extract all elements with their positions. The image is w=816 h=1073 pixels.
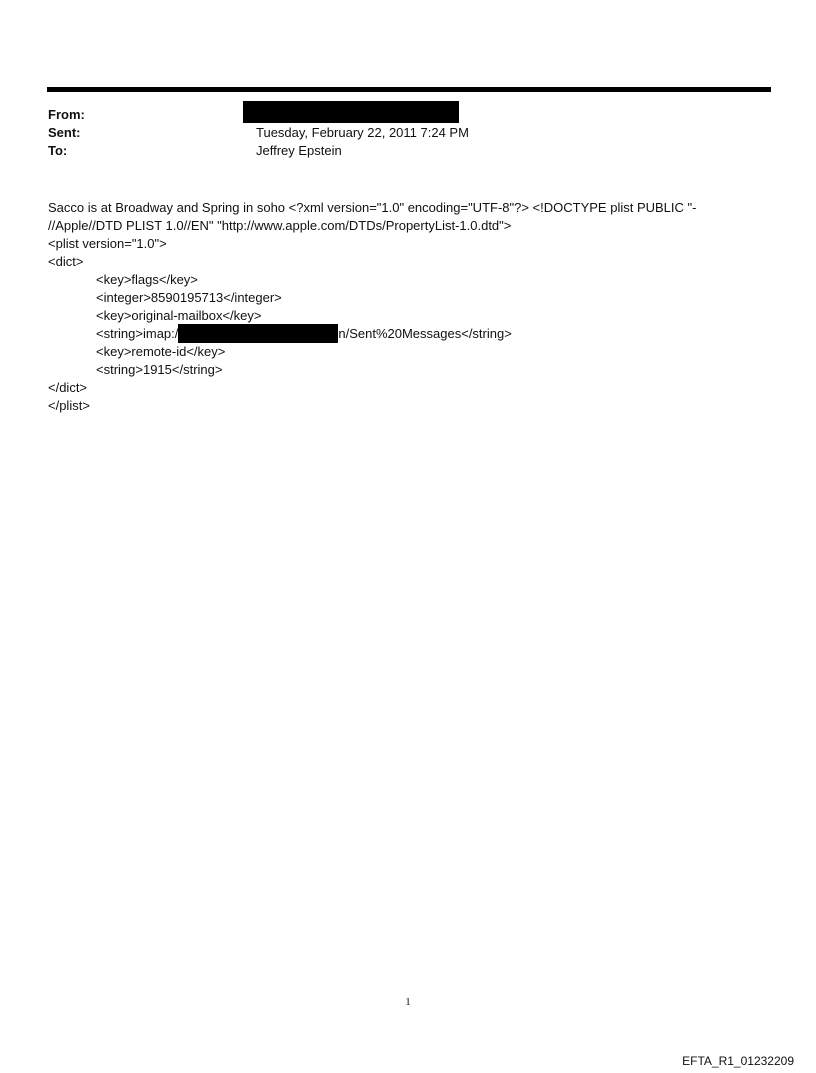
body-line: Sacco is at Broadway and Spring in soho <?xml version="1.0" encoding="UTF-8"?> <!DOCTYPE plist PUBLIC "-	[48, 200, 697, 215]
body-line: <key>remote-id</key>	[96, 344, 226, 359]
body-line: <string>1915</string>	[96, 362, 223, 377]
body-line: </dict>	[48, 380, 88, 395]
body-line: <key>original-mailbox</key>	[96, 308, 262, 323]
imap-suffix: n/Sent%20Messages</string>	[338, 326, 512, 341]
page-number: 1	[405, 996, 411, 1008]
body-line: </plist>	[48, 398, 90, 413]
imap-redaction	[178, 324, 338, 343]
body-line-redacted	[48, 325, 768, 343]
sent-row	[48, 124, 748, 142]
from-redaction	[243, 101, 459, 123]
body-line: <dict>	[48, 254, 84, 269]
bates-number: EFTA_R1_01232209	[682, 1054, 794, 1068]
header-rule	[47, 87, 771, 92]
to-label: To:	[48, 143, 68, 158]
body-line: <key>flags</key>	[96, 272, 198, 287]
to-value: Jeffrey Epstein	[256, 143, 342, 158]
body-line: //Apple//DTD PLIST 1.0//EN" "http://www.apple.com/DTDs/PropertyList-1.0.dtd">	[48, 218, 512, 233]
email-header	[48, 106, 748, 160]
from-label: From:	[48, 107, 85, 122]
email-body	[48, 199, 768, 415]
body-line: <integer>8590195713</integer>	[96, 290, 282, 305]
from-row	[48, 106, 748, 124]
to-row	[48, 142, 748, 160]
sent-value: Tuesday, February 22, 2011 7:24 PM	[256, 125, 469, 140]
body-line: <plist version="1.0">	[48, 236, 167, 251]
imap-prefix: <string>imap:/	[96, 326, 179, 341]
sent-label: Sent:	[48, 125, 81, 140]
